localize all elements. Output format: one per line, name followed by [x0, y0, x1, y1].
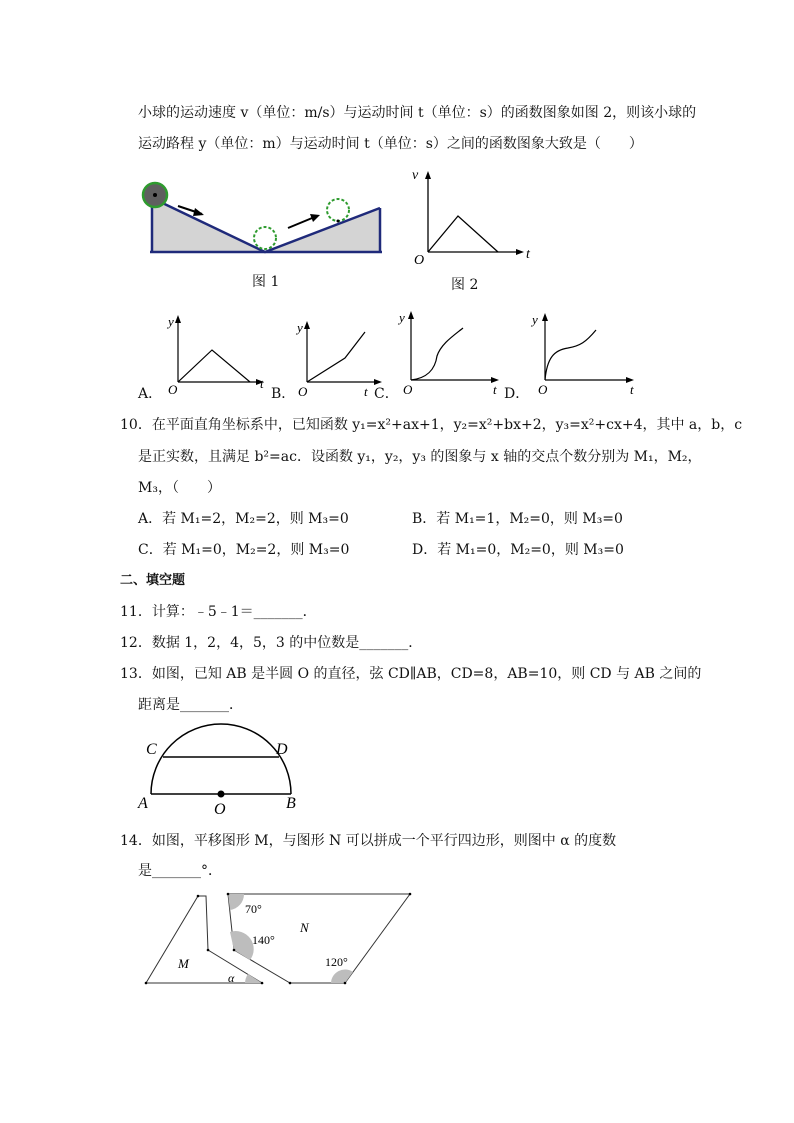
q14-line1: 14．如图，平移图形 M，与图形 N 可以拼成一个平行四边形，则图中 α 的度数 — [120, 833, 617, 849]
q14-line2: 是_______°． — [138, 863, 222, 879]
label-a: A — [138, 795, 148, 812]
ball-end — [327, 199, 349, 221]
option-c-axis-t: t — [493, 382, 497, 397]
q9-line2: 运动路程 y（单位：m）与运动时间 t（单位：s）之间的函数图象大致是（ ） — [138, 136, 643, 152]
center-o — [218, 791, 225, 798]
q11: 11．计算：﹣5﹣1＝_______． — [120, 604, 317, 620]
q9-figure2 — [410, 168, 540, 268]
q14-figure — [140, 888, 420, 988]
q10-option-b: B．若 M₁=1，M₂=0，则 M₃=0 — [412, 511, 623, 527]
label-n: N — [300, 920, 309, 935]
q9-line1: 小球的运动速度 v（单位：m/s）与运动时间 t（单位：s）的函数图象如图 2，则该小球的 — [138, 105, 697, 121]
option-a-graph — [160, 312, 275, 397]
label-d: D — [276, 741, 288, 758]
option-a-origin: O — [168, 382, 178, 397]
q9-figure1 — [140, 178, 390, 263]
option-d-axis-t: t — [630, 382, 634, 397]
q10-option-c: C．若 M₁=0，M₂=2，则 M₃=0 — [138, 542, 350, 558]
q10-option-d: D．若 M₁=0，M₂=0，则 M₃=0 — [412, 542, 624, 558]
label-alpha: α — [228, 971, 235, 985]
option-d-axis-y: y — [532, 312, 538, 327]
label-c: C — [146, 741, 157, 758]
fig2-caption: 图 2 — [451, 277, 479, 293]
label-m: M — [178, 956, 189, 971]
option-b-label: B． — [271, 386, 296, 402]
fig2-origin: O — [414, 253, 425, 268]
q13-line1: 13．如图，已知 AB 是半圆 O 的直径，弦 CD∥AB，CD=8，AB=10，则 CD 与 AB 之间的 — [120, 666, 702, 682]
q10-line3: M₃，（ ） — [138, 480, 221, 496]
q10-line2: 是正实数，且满足 b²=ac．设函数 y₁，y₂，y₃ 的图象与 x 轴的交点个数分别为 M₁，M₂， — [138, 449, 702, 465]
semicircle-arc — [151, 724, 291, 794]
fig2-axis-v: v — [412, 168, 419, 183]
option-a-axis-t: t — [260, 376, 264, 391]
option-c-axis-y: y — [399, 310, 405, 325]
q10-line1: 10．在平面直角坐标系中，已知函数 y₁=x²+ax+1，y₂=x²+bx+2，y₃=x²+cx+4，其中 a，b，c — [120, 417, 743, 433]
option-b-axis-y: y — [297, 320, 303, 335]
option-b-axis-t: t — [364, 384, 368, 399]
option-d-graph — [530, 310, 642, 397]
label-120: 120° — [325, 955, 348, 969]
option-c-origin: O — [403, 382, 413, 397]
option-a-label: A． — [138, 386, 163, 402]
label-140: 140° — [252, 933, 275, 947]
fig1-caption: 图 1 — [252, 274, 280, 290]
option-d-label: D． — [504, 386, 530, 402]
option-b-graph — [290, 318, 385, 398]
fig2-graph — [428, 216, 498, 252]
ball-bottom — [254, 227, 276, 249]
label-o: O — [214, 801, 226, 818]
option-c-label: C． — [374, 386, 399, 402]
option-d-origin: O — [538, 382, 548, 397]
q10-option-a: A．若 M₁=2，M₂=2，则 M₃=0 — [138, 511, 349, 527]
fig2-axis-t: t — [526, 247, 530, 262]
section-heading: 二、填空题 — [120, 573, 186, 588]
option-b-origin: O — [298, 384, 308, 399]
q13-semicircle-figure — [136, 724, 306, 819]
option-a-axis-y: y — [168, 314, 174, 329]
q13-line2: 距离是_______． — [138, 697, 243, 713]
label-70: 70° — [245, 902, 262, 916]
label-b: B — [286, 795, 296, 812]
figure1-ramp-fill — [152, 198, 380, 252]
option-c-graph — [397, 308, 507, 397]
q12: 12．数据 1，2，4，5，3 的中位数是_______． — [120, 635, 423, 651]
